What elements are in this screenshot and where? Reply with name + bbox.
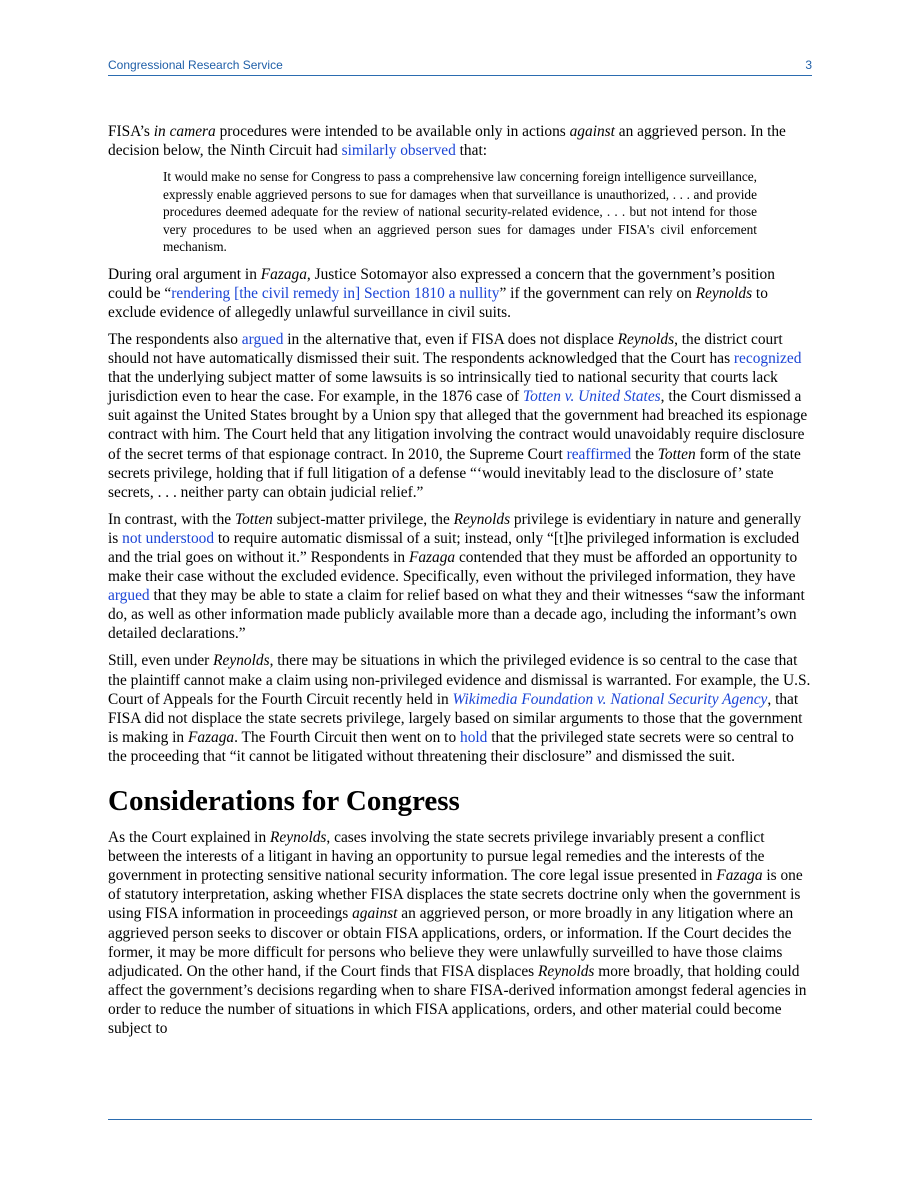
text: is one of statutory interpretation, asking whether FISA displaces the state secrets doctrine only when the government is using FISA information in proceedings bbox=[108, 867, 803, 923]
text: , Justice Sotomayor also expressed a concern that the government’s position could be “ bbox=[108, 265, 775, 302]
italic-term: Totten bbox=[657, 445, 696, 463]
text: . The Fourth Circuit then went on to bbox=[234, 728, 460, 746]
italic-term: against bbox=[569, 123, 615, 140]
text: that the underlying subject matter of some lawsuits is so intrinsically tied to national security that courts lack jurisdiction even to hear the case. For example, in the 1876 case of bbox=[108, 369, 778, 406]
text: The respondents also bbox=[108, 330, 242, 348]
text: that: bbox=[455, 142, 487, 160]
italic-term: in camera bbox=[153, 123, 216, 140]
text: During oral argument in bbox=[108, 265, 261, 283]
text: that the privileged state secrets were so central to the proceeding that “it cannot be litigated without threatening their disclosure” and dismissed the suit. bbox=[108, 728, 794, 765]
italic-term: Fazaga bbox=[260, 265, 307, 283]
paragraph-4 bbox=[108, 510, 812, 644]
paragraph-2 bbox=[108, 265, 812, 322]
paragraph-3 bbox=[108, 330, 812, 502]
text: to require automatic dismissal of a suit; instead, only “[t]he privileged information is excluded and the trial goes on without it.” Respondents in bbox=[108, 529, 800, 566]
text: privilege is evidentiary in nature and generally is bbox=[108, 510, 802, 547]
text: , cases involving the state secrets privilege invariably present a conflict between the interests of a litigant in having an opportunity to pursue legal remedies and the interests of the government in protecting sensitive national security information. The core legal issue presented in bbox=[108, 829, 765, 885]
italic-term: Reynolds bbox=[213, 652, 270, 670]
italic-term: Totten bbox=[234, 510, 273, 528]
link-reaffirmed[interactable]: reaffirmed bbox=[566, 445, 632, 463]
paragraph-6 bbox=[108, 828, 812, 1038]
link-recognized[interactable]: recognized bbox=[733, 350, 802, 368]
text: ” if the government can rely on bbox=[499, 284, 696, 302]
text: in the alternative that, even if FISA does not displace bbox=[283, 330, 618, 348]
text: , the Court dismissed a suit against the United States brought by a Union spy that alleged that the government had breached its espionage contract with him. The Court held that any litigation involving the contract would unavoidably require disclosure of the secret terms of that espionage contract. In 2010, the Supreme Court bbox=[108, 388, 808, 463]
text: the bbox=[631, 445, 658, 463]
italic-term: against bbox=[352, 905, 398, 923]
section-heading: Considerations for Congress bbox=[108, 785, 460, 818]
text: form of the state secrets privilege, holding that if full litigation of a defense “‘would inevitably lead to the disclosure of’ state secrets, . . . neither party can obtain judicial relief.” bbox=[108, 445, 801, 501]
header-org-name: Congressional Research Service bbox=[108, 58, 283, 72]
text: contended that they must be afforded an opportunity to make their case without the excluded evidence. Specifically, even without the privileged information, they have bbox=[108, 549, 798, 586]
document-body bbox=[108, 122, 812, 1046]
italic-term: Fazaga bbox=[408, 549, 456, 566]
text: procedures were intended to be available only in actions bbox=[215, 123, 570, 140]
italic-term: Reynolds bbox=[270, 829, 327, 847]
text: , there may be situations in which the privileged evidence is so central to the case that the plaintiff cannot make a claim using non-privileged evidence and dismissal is warranted. For example, the U.S. Court of Appeals for the Fourth Circuit recently held in bbox=[108, 652, 811, 708]
italic-term: Fazaga bbox=[187, 728, 235, 746]
link-section-1810-nullity[interactable]: rendering [the civil remedy in] Section 1810 a nullity bbox=[171, 284, 500, 302]
footer-rule bbox=[108, 1119, 812, 1120]
text: more broadly, that holding could affect the government’s decisions regarding when to share FISA-derived information amongst federal agencies in order to reduce the number of situations in which FISA applications, orders, and other material could become subject to bbox=[108, 962, 807, 1037]
link-totten-v-united-states[interactable]: Totten v. United States bbox=[522, 388, 661, 406]
link-argued-2[interactable]: argued bbox=[108, 587, 150, 605]
page-header bbox=[108, 57, 812, 76]
link-similarly-observed[interactable]: similarly observed bbox=[341, 142, 456, 160]
text: to exclude evidence of allegedly unlawful surveillance in civil suits. bbox=[108, 284, 768, 321]
text: In contrast, with the bbox=[108, 510, 235, 528]
italic-term: Reynolds bbox=[617, 330, 675, 348]
text: FISA’s bbox=[108, 123, 154, 140]
text: , the district court should not have automatically dismissed their suit. The respondents acknowledged that the Court has bbox=[108, 330, 783, 368]
italic-term: Reynolds bbox=[538, 962, 595, 980]
text: an aggrieved person. In the decision below, the Ninth Circuit had bbox=[108, 123, 786, 160]
paragraph-5 bbox=[108, 651, 812, 766]
block-quote: It would make no sense for Congress to pass a comprehensive law concerning foreign intelligence surveillance, expressly enable aggrieved persons to sue for damages when that surveillance is unauthorized, . . . and provide procedures deemed adequate for the review of national security-related evidence, . . . but not intend for those very procedures to be used when an aggrieved person sues for damages under FISA's civil enforcement mechanism. bbox=[163, 169, 757, 255]
link-hold[interactable]: hold bbox=[460, 728, 488, 746]
italic-term: Reynolds bbox=[695, 284, 753, 302]
italic-term: Fazaga bbox=[716, 867, 763, 885]
link-not-understood[interactable]: not understood bbox=[122, 529, 215, 547]
text: that they may be able to state a claim for relief based on what they and their witnesses “saw the informant do, as well as other information made publicly available more than a decade ago, including the informant’s own detailed declarations.” bbox=[108, 587, 805, 643]
italic-term: Reynolds bbox=[453, 510, 511, 528]
text: As the Court explained in bbox=[108, 829, 270, 847]
page-number: 3 bbox=[805, 58, 812, 72]
link-wikimedia-v-nsa[interactable]: Wikimedia Foundation v. National Security Agency bbox=[452, 690, 768, 708]
text: Still, even under bbox=[108, 652, 214, 670]
paragraph-1 bbox=[108, 122, 812, 160]
text: subject-matter privilege, the bbox=[272, 510, 454, 528]
link-argued[interactable]: argued bbox=[241, 330, 284, 348]
text: an aggrieved person, or more broadly in any litigation where an aggrieved person seeks to discover or obtain FISA applications, orders, or information. If the Court decides the former, it may be more difficult for persons who believe they were unlawfully surveilled to have those claims adjudicated. On the other hand, if the Court finds that FISA displaces bbox=[108, 905, 794, 980]
text: , that FISA did not displace the state secrets privilege, largely based on similar arguments to those that the government is making in bbox=[108, 690, 803, 746]
